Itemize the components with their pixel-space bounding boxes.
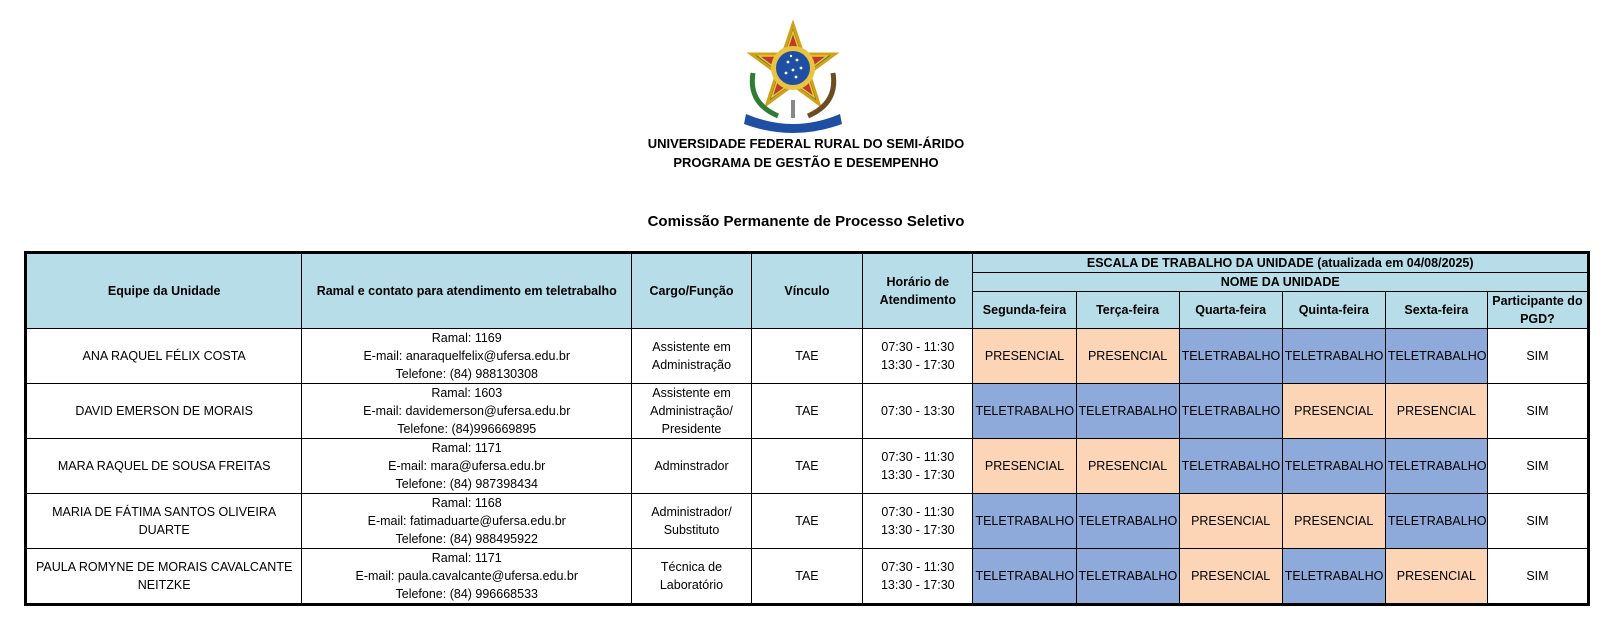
schedule-table [24, 251, 1590, 606]
team-member-name: PAULA ROMYNE DE MORAIS CAVALCANTE NEITZKE [26, 549, 302, 605]
bond-cell: TAE [751, 329, 862, 384]
day-status-cell: TELETRABALHO [1282, 329, 1385, 384]
bond-cell: TAE [751, 384, 862, 439]
contact-cell: Ramal: 1171 E-mail: paula.cavalcante@ufersa.edu.br Telefone: (84) 996668533 [302, 549, 632, 605]
team-member-name: MARIA DE FÁTIMA SANTOS OLIVEIRA DUARTE [26, 494, 302, 549]
header-team: Equipe da Unidade [26, 253, 302, 329]
header-day: Sexta-feira [1385, 292, 1487, 329]
hours-cell: 07:30 - 13:30 [863, 384, 973, 439]
committee-title: Comissão Permanente de Processo Seletivo [647, 213, 965, 230]
day-status-cell: PRESENCIAL [1076, 439, 1179, 494]
day-status-cell: TELETRABALHO [973, 549, 1076, 605]
header-pgd: Participante do PGD? [1487, 292, 1588, 329]
hours-cell: 07:30 - 11:30 13:30 - 17:30 [863, 494, 973, 549]
bond-cell: TAE [751, 439, 862, 494]
contact-cell: Ramal: 1169 E-mail: anaraquelfelix@ufersa.edu.br Telefone: (84) 988130308 [302, 329, 632, 384]
institution-name: UNIVERSIDADE FEDERAL RURAL DO SEMI-ÁRIDO [647, 136, 965, 151]
role-cell: Técnica de Laboratório [632, 549, 752, 605]
schedule-title: ESCALA DE TRABALHO DA UNIDADE (atualizada em 04/08/2025) [973, 253, 1589, 273]
role-cell: Assistente em Administração/ Presidente [632, 384, 752, 439]
header-day: Segunda-feira [973, 292, 1076, 329]
unit-name: NOME DA UNIDADE [973, 273, 1589, 292]
day-status-cell: PRESENCIAL [1179, 549, 1282, 605]
table-row [26, 329, 1589, 384]
day-status-cell: TELETRABALHO [973, 494, 1076, 549]
contact-cell: Ramal: 1168 E-mail: fatimaduarte@ufersa.edu.br Telefone: (84) 988495922 [302, 494, 632, 549]
day-status-cell: TELETRABALHO [1179, 439, 1282, 494]
day-status-cell: TELETRABALHO [1179, 384, 1282, 439]
contact-cell: Ramal: 1171 E-mail: mara@ufersa.edu.br Telefone: (84) 987398434 [302, 439, 632, 494]
hours-cell: 07:30 - 11:30 13:30 - 17:30 [863, 329, 973, 384]
day-status-cell: TELETRABALHO [1385, 439, 1487, 494]
hours-cell: 07:30 - 11:30 13:30 - 17:30 [863, 439, 973, 494]
day-status-cell: PRESENCIAL [1282, 384, 1385, 439]
day-status-cell: TELETRABALHO [1076, 549, 1179, 605]
team-member-name: ANA RAQUEL FÉLIX COSTA [26, 329, 302, 384]
header-day: Quarta-feira [1179, 292, 1282, 329]
header-contact: Ramal e contato para atendimento em teletrabalho [302, 253, 632, 329]
header-day: Terça-feira [1076, 292, 1179, 329]
day-status-cell: PRESENCIAL [1385, 549, 1487, 605]
table-row [26, 384, 1589, 439]
brazil-coat-of-arms-icon [738, 18, 848, 134]
pgd-cell: SIM [1487, 439, 1588, 494]
header-bond: Vínculo [751, 253, 862, 329]
table-row [26, 439, 1589, 494]
team-member-name: DAVID EMERSON DE MORAIS [26, 384, 302, 439]
role-cell: Adminstrador [632, 439, 752, 494]
table-row [26, 549, 1589, 605]
pgd-cell: SIM [1487, 549, 1588, 605]
day-status-cell: PRESENCIAL [1282, 494, 1385, 549]
role-cell: Assistente em Administração [632, 329, 752, 384]
day-status-cell: PRESENCIAL [973, 439, 1076, 494]
day-status-cell: PRESENCIAL [1385, 384, 1487, 439]
table-row [26, 494, 1589, 549]
pgd-cell: SIM [1487, 384, 1588, 439]
day-status-cell: PRESENCIAL [1076, 329, 1179, 384]
header-hours: Horário de Atendimento [863, 253, 973, 329]
header-role: Cargo/Função [632, 253, 752, 329]
day-status-cell: TELETRABALHO [1076, 384, 1179, 439]
day-status-cell: TELETRABALHO [1282, 439, 1385, 494]
header-day: Quinta-feira [1282, 292, 1385, 329]
pgd-cell: SIM [1487, 329, 1588, 384]
bond-cell: TAE [751, 494, 862, 549]
day-status-cell: TELETRABALHO [1282, 549, 1385, 605]
day-status-cell: TELETRABALHO [1385, 494, 1487, 549]
day-status-cell: TELETRABALHO [1179, 329, 1282, 384]
day-status-cell: TELETRABALHO [973, 384, 1076, 439]
day-status-cell: PRESENCIAL [1179, 494, 1282, 549]
hours-cell: 07:30 - 11:30 13:30 - 17:30 [863, 549, 973, 605]
day-status-cell: TELETRABALHO [1076, 494, 1179, 549]
day-status-cell: PRESENCIAL [973, 329, 1076, 384]
role-cell: Administrador/ Substituto [632, 494, 752, 549]
contact-cell: Ramal: 1603 E-mail: davidemerson@ufersa.edu.br Telefone: (84)996669895 [302, 384, 632, 439]
day-status-cell: TELETRABALHO [1385, 329, 1487, 384]
bond-cell: TAE [751, 549, 862, 605]
program-name: PROGRAMA DE GESTÃO E DESEMPENHO [673, 155, 939, 170]
pgd-cell: SIM [1487, 494, 1588, 549]
team-member-name: MARA RAQUEL DE SOUSA FREITAS [26, 439, 302, 494]
